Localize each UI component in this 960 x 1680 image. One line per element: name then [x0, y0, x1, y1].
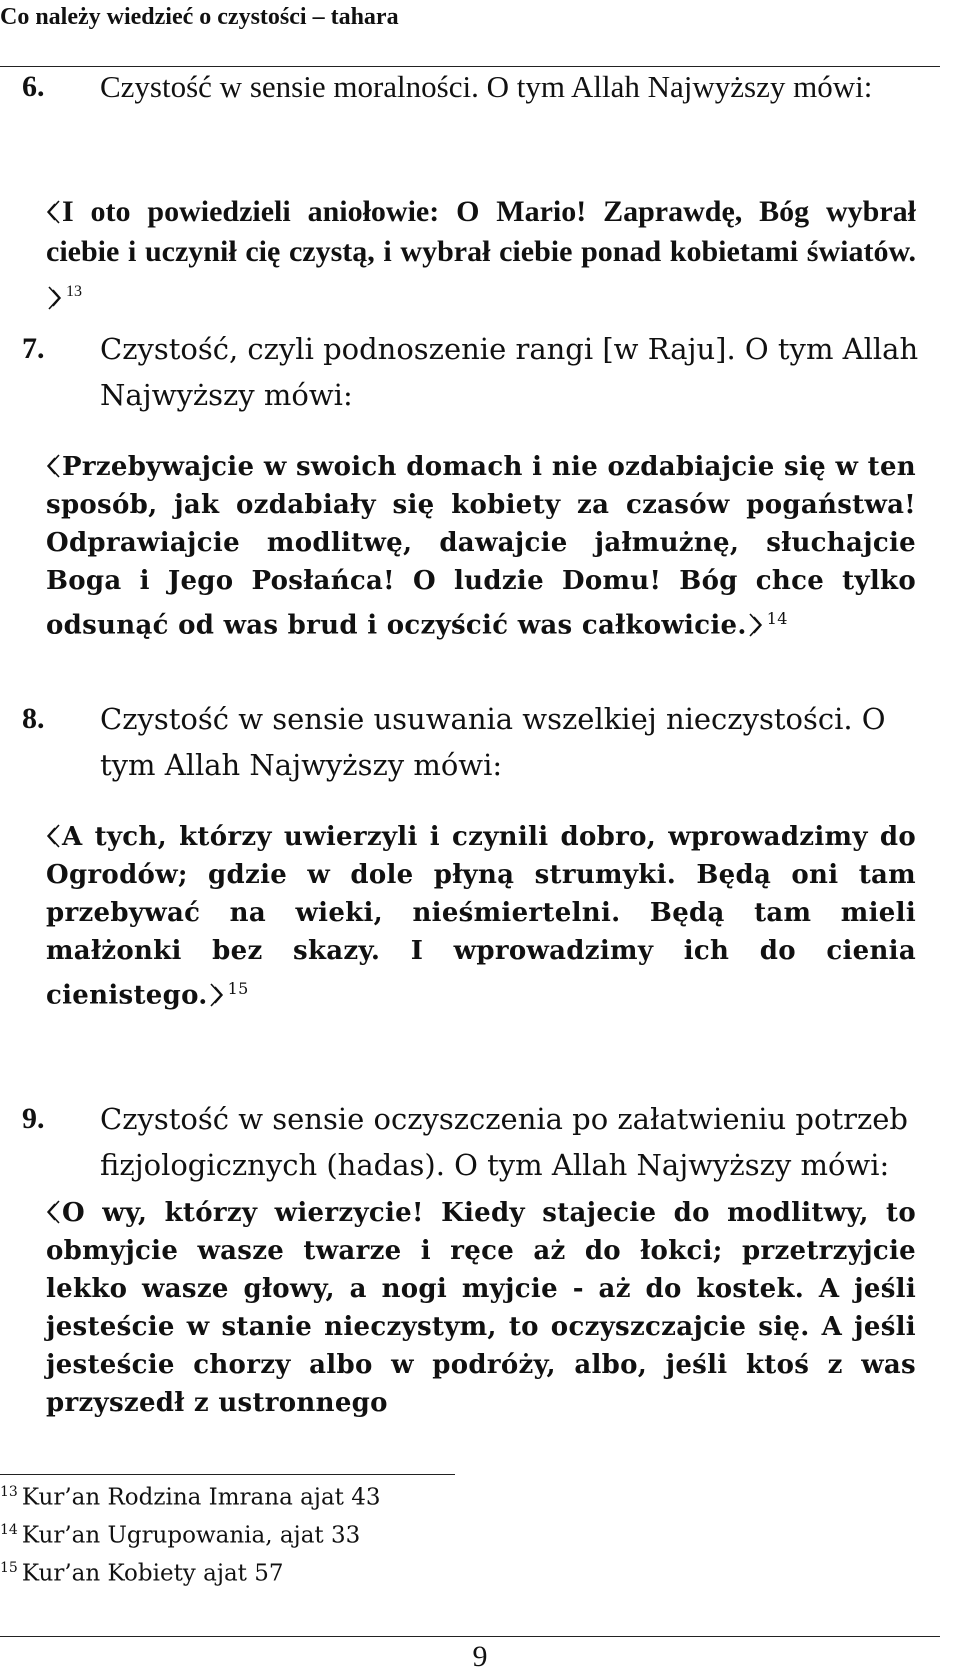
quran-verse — [46, 818, 916, 1015]
verse-open-bracket-icon — [46, 200, 62, 224]
item-text: Czystość w sensie usuwania wszelkiej nieczystości. O tym Allah Najwyższy mówi: — [100, 702, 886, 782]
running-header: Co należy wiedzieć o czystości – tahara — [0, 4, 399, 30]
item-number: 9. — [22, 1102, 45, 1135]
verse-close-bracket-icon — [208, 983, 224, 1007]
footnote-ref[interactable]: 14 — [766, 609, 788, 628]
list-item-8 — [22, 696, 940, 788]
verse-text: O wy, którzy wierzycie! Kiedy stajecie do modlitwy, to obmyjcie wasze twarze i ręce aż do łokci; przetrzyjcie lekko wasze głowy, a nogi myjcie - aż do kostek. A jeśli jesteście w stanie nieczystym, to oczyszczajcie się. A jeśli jesteście chorzy albo w podróży, albo, jeśli ktoś z was przyszedł z ustronnego — [46, 1198, 916, 1418]
footnote-ref[interactable]: 15 — [227, 979, 249, 998]
quran-verse — [46, 1194, 916, 1422]
verse-text: A tych, którzy uwierzyli i czynili dobro, wprowadzimy do Ogrodów; gdzie w dole płyną strumyki. Będą oni tam przebywać na wieki, nieśmiertelni. Będą tam mieli małżonki bez skazy. I wprowadzimy ich do cienia cienistego. — [46, 822, 916, 1011]
list-item-9 — [22, 1096, 940, 1188]
footnote — [0, 1484, 380, 1511]
quran-verse — [46, 192, 916, 318]
verse-text: Przebywajcie w swoich domach i nie ozdabiajcie się w ten sposób, jak ozdabiały się kobiety za czasów pogaństwa! Odprawiajcie modlitwę, dawajcie jałmużnę, słuchajcie Boga i Jego Posłańca! O ludzie Domu! Bóg chce tylko odsunąć od was brud i oczyścić was całkowicie. — [46, 452, 916, 641]
item-number: 7. — [22, 332, 45, 365]
footnote-rule — [0, 1474, 455, 1475]
item-number: 6. — [22, 70, 45, 103]
list-item-7 — [22, 326, 940, 418]
item-text: Czystość, czyli podnoszenie rangi [w Raju]. O tym Allah Najwyższy mówi: — [100, 332, 919, 412]
footnote — [0, 1522, 360, 1549]
verse-text: I oto powiedzieli aniołowie: O Mario! Zaprawdę, Bóg wybrał ciebie i uczynił cię czystą, i wybrał ciebie ponad kobietami światów. — [46, 195, 916, 268]
verse-open-bracket-icon — [46, 454, 62, 478]
footnote-number: 15 — [0, 1560, 18, 1576]
item-text: Czystość w sensie oczyszczenia po załatwieniu potrzeb fizjologicznych (hadas). O tym Allah Najwyższy mówi: — [100, 1102, 908, 1182]
footnote-text: Kur’an Rodzina Imrana ajat 43 — [21, 1484, 381, 1511]
footnote-text: Kur’an Ugrupowania, ajat 33 — [21, 1522, 361, 1549]
page-number: 9 — [472, 1640, 488, 1673]
list-item-6 — [22, 64, 940, 110]
item-number: 8. — [22, 702, 45, 735]
item-text: Czystość w sensie moralności. O tym Allah Najwyższy mówi: — [100, 69, 873, 104]
footnote-ref[interactable]: 13 — [66, 283, 82, 300]
footnote-number: 14 — [0, 1522, 18, 1538]
verse-close-bracket-icon — [46, 286, 62, 310]
footnote-number: 13 — [0, 1484, 18, 1500]
quran-verse — [46, 448, 916, 645]
verse-open-bracket-icon — [46, 824, 62, 848]
verse-open-bracket-icon — [46, 1200, 62, 1224]
footnote-text: Kur’an Kobiety ajat 57 — [21, 1560, 284, 1587]
footer-rule — [0, 1636, 940, 1637]
footnote — [0, 1560, 284, 1587]
verse-close-bracket-icon — [747, 613, 763, 637]
